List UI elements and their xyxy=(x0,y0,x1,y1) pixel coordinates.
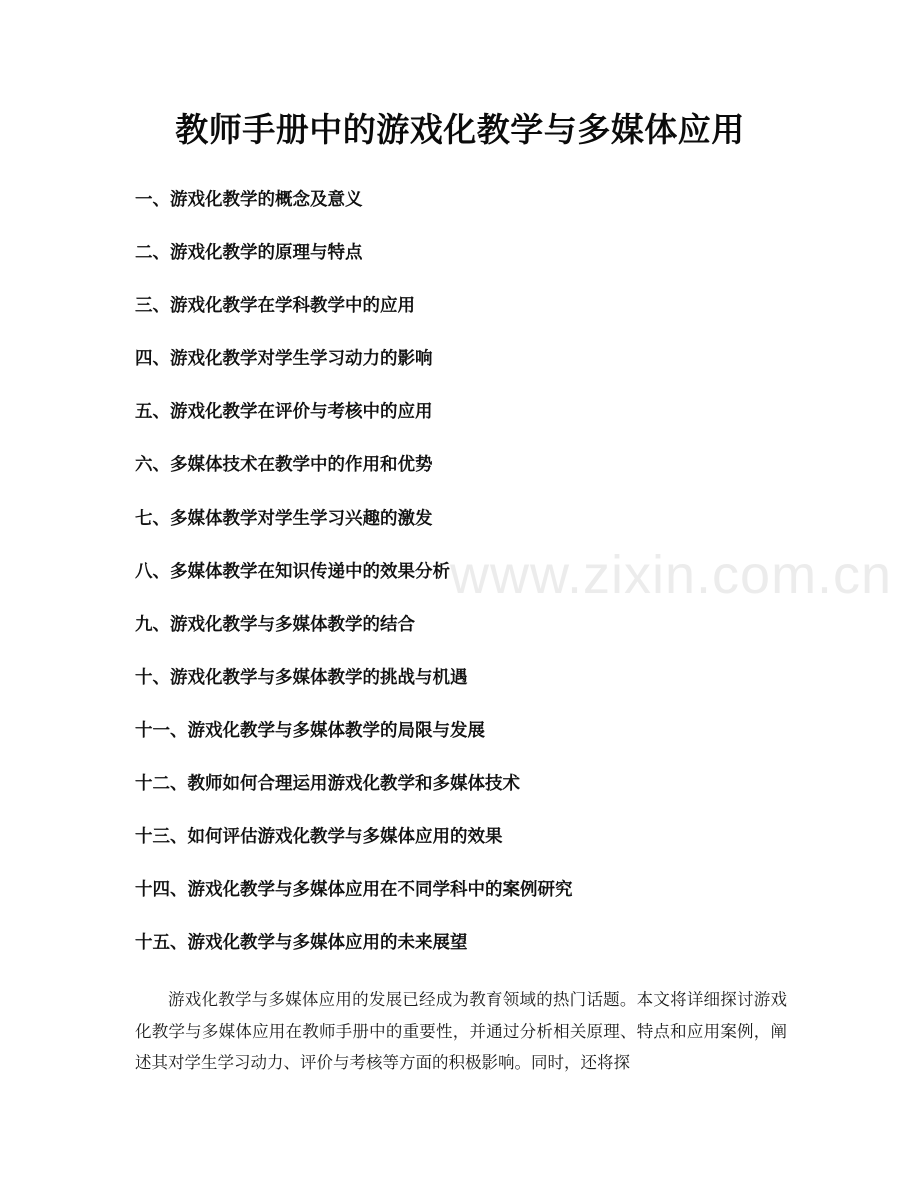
toc-item-15: 十五、游戏化教学与多媒体应用的未来展望 xyxy=(135,933,468,954)
toc-item-8: 八、多媒体教学在知识传递中的效果分析 xyxy=(135,561,450,582)
toc-item-12: 十二、教师如何合理运用游戏化教学和多媒体技术 xyxy=(135,774,520,795)
document-title: 教师手册中的游戏化教学与多媒体应用 xyxy=(175,110,745,149)
toc-item-10: 十、游戏化教学与多媒体教学的挑战与机遇 xyxy=(135,667,468,688)
toc-item-1: 一、游戏化教学的概念及意义 xyxy=(135,190,363,210)
toc-item-6: 六、多媒体技术在教学中的作用和优势 xyxy=(135,455,433,476)
toc-item-4: 四、游戏化教学对学生学习动力的影响 xyxy=(135,349,433,370)
toc-item-9: 九、游戏化教学与多媒体教学的结合 xyxy=(135,614,415,635)
toc-item-11: 十一、游戏化教学与多媒体教学的局限与发展 xyxy=(135,720,485,741)
toc-item-5: 五、游戏化教学在评价与考核中的应用 xyxy=(135,402,433,423)
toc-item-14: 十四、游戏化教学与多媒体应用在不同学科中的案例研究 xyxy=(135,880,573,901)
watermark: www.zixin.com.cn xyxy=(450,545,893,605)
toc-item-3: 三、游戏化教学在学科教学中的应用 xyxy=(135,296,415,317)
toc-item-13: 十三、如何评估游戏化教学与多媒体应用的效果 xyxy=(135,827,503,848)
intro-paragraph: 游戏化教学与多媒体应用的发展已经成为教育领域的热门话题。本文将详细探讨游戏化教学与多媒体应用在教师手册中的重要性，并通过分析相关原理、特点和应用案例，阐述其对学生学习动力、评价与考核等方面的积极影响。同时，还将探 xyxy=(135,990,787,1072)
toc-item-7: 七、多媒体教学对学生学习兴趣的激发 xyxy=(135,508,433,529)
table-of-contents xyxy=(135,185,815,981)
toc-item-2: 二、游戏化教学的原理与特点 xyxy=(135,243,363,264)
